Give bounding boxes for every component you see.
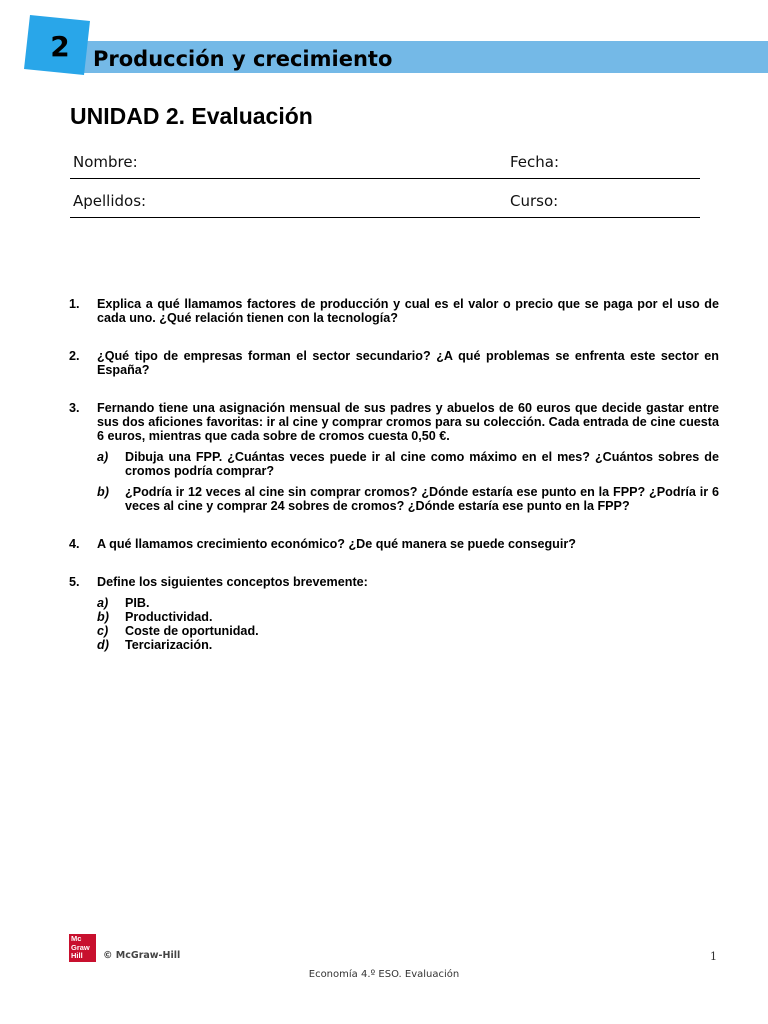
question-text: ¿Qué tipo de empresas forman el sector secundario? ¿A qué problemas se enfrenta este sector en España?	[97, 349, 719, 377]
question-text: A qué llamamos crecimiento económico? ¿De qué manera se puede conseguir?	[97, 537, 576, 551]
footer-caption: Economía 4.º ESO. Evaluación	[308, 969, 460, 980]
sub-question	[97, 450, 719, 478]
question-2	[69, 349, 719, 377]
sub-question	[97, 596, 719, 610]
sub-question-letter: b)	[97, 485, 109, 499]
question-number: 1.	[69, 297, 80, 311]
question-number: 3.	[69, 401, 80, 415]
question-number: 4.	[69, 537, 80, 551]
logo-text-line: Hill	[71, 951, 83, 960]
publisher-logo	[69, 934, 96, 962]
page-title: UNIDAD 2. Evaluación	[70, 103, 313, 129]
sub-question-letter: a)	[97, 450, 109, 464]
sub-question-letter: c)	[97, 624, 109, 638]
sub-question-text: PIB.	[125, 596, 150, 610]
name-field-label: Nombre:	[73, 153, 138, 171]
question-list	[69, 297, 719, 676]
sub-question-list	[97, 596, 719, 652]
sub-question-text: Dibuja una FPP. ¿Cuántas veces puede ir al cine como máximo en el mes? ¿Cuántos sobres de cromos podría comprar?	[125, 450, 719, 478]
sub-question-letter: d)	[97, 638, 109, 652]
sub-question-letter: a)	[97, 596, 109, 610]
question-text: Fernando tiene una asignación mensual de sus padres y abuelos de 60 euros que decide gastar entre sus dos aficiones favoritas: ir al cine y comprar cromos para su colección. Cada entrada de cine cuesta 6 euros, mientras que cada sobre de cromos cuesta 0,50 €.	[97, 401, 719, 443]
sub-question-letter: b)	[97, 610, 109, 624]
sub-question-text: Coste de oportunidad.	[125, 624, 259, 638]
question-5	[69, 575, 719, 652]
sub-question-list	[97, 450, 719, 513]
sub-question-text: ¿Podría ir 12 veces al cine sin comprar cromos? ¿Dónde estaría ese punto en la FPP? ¿Podría ir 6 veces al cine y comprar 24 sobres de cromos? ¿Dónde estaría ese punto en la FPP?	[125, 485, 719, 513]
question-number: 5.	[69, 575, 80, 589]
name-field-line	[70, 178, 700, 179]
sub-question-text: Terciarización.	[125, 638, 213, 652]
question-3	[69, 401, 719, 513]
date-field-label: Fecha:	[510, 153, 560, 171]
surname-field-label: Apellidos:	[73, 192, 147, 210]
sub-question	[97, 610, 719, 624]
sub-question	[97, 485, 719, 513]
logo-text-line: Mc	[71, 934, 82, 943]
question-4	[69, 537, 719, 551]
sub-question	[97, 624, 719, 638]
chapter-title: Producción y crecimiento	[93, 47, 393, 71]
sub-question	[97, 638, 719, 652]
page-number: 1	[710, 950, 717, 963]
course-field-label: Curso:	[510, 192, 559, 210]
question-text: Define los siguientes conceptos brevemente:	[97, 575, 368, 589]
sub-question-text: Productividad.	[125, 610, 213, 624]
logo-text-line: Graw	[71, 942, 90, 952]
question-number: 2.	[69, 349, 80, 363]
question-1	[69, 297, 719, 325]
unit-number: 2	[50, 30, 70, 63]
question-text: Explica a qué llamamos factores de producción y cual es el valor o precio que se paga por el uso de cada uno. ¿Qué relación tienen con la tecnología?	[97, 297, 719, 325]
surname-field-line	[70, 217, 700, 218]
copyright-notice: © McGraw-Hill	[103, 950, 181, 961]
